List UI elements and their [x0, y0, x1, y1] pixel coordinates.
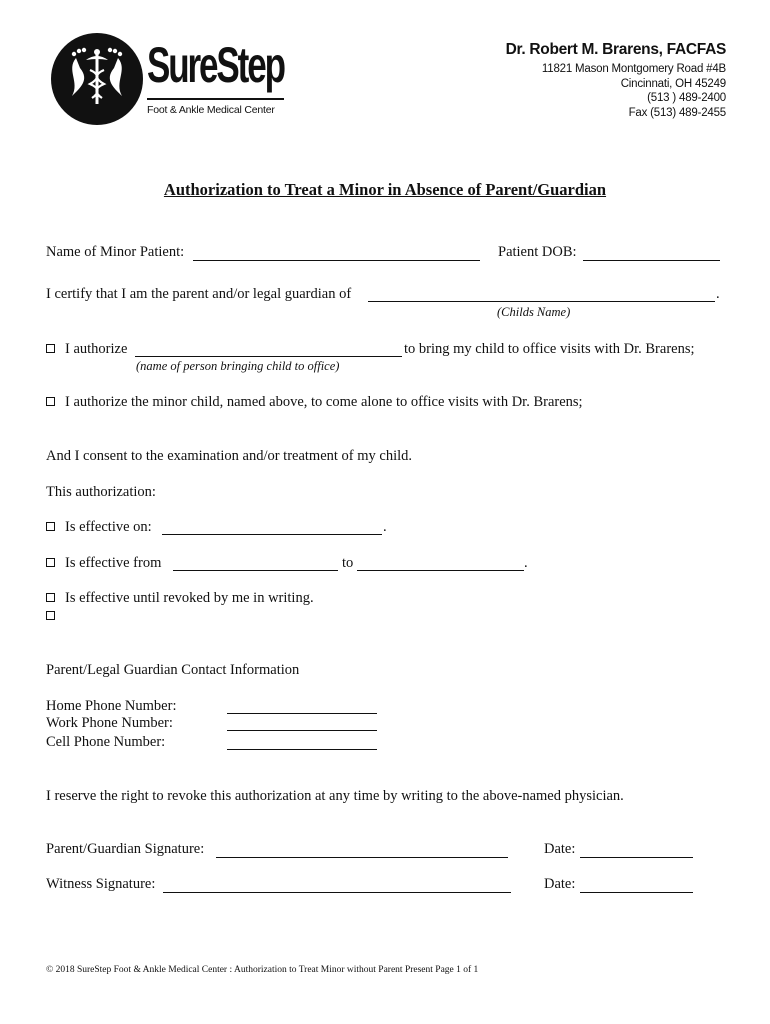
effective-on-date-field[interactable] [162, 533, 382, 535]
person-name-field[interactable] [135, 355, 402, 357]
extra-checkbox[interactable] [46, 611, 55, 620]
effective-on-period: . [383, 519, 387, 535]
effective-from-label: Is effective from [65, 555, 162, 571]
authorize-person-checkbox[interactable] [46, 344, 55, 353]
dob-label: Patient DOB: [498, 244, 577, 260]
contact-heading: Parent/Legal Guardian Contact Information [46, 662, 300, 678]
effective-on-row [46, 519, 152, 536]
to-label: to [342, 555, 354, 571]
work-phone-label: Work Phone Number: [46, 715, 173, 731]
effective-on-label: Is effective on: [65, 519, 152, 535]
effective-until-row [46, 590, 314, 607]
fax: Fax (513) 489-2455 [628, 106, 726, 119]
effective-from-checkbox[interactable] [46, 558, 55, 567]
parent-date-field[interactable] [580, 856, 693, 858]
authorize-label: I authorize [65, 341, 128, 357]
parent-signature-field[interactable] [216, 856, 508, 858]
work-phone-field[interactable] [227, 729, 377, 731]
home-phone-label: Home Phone Number: [46, 698, 177, 714]
extra-checkbox-row [46, 608, 65, 625]
certify-text: I certify that I am the parent and/or legal guardian of [46, 286, 352, 302]
certify-period: . [716, 286, 720, 302]
witness-signature-label: Witness Signature: [46, 876, 156, 892]
logo [50, 30, 290, 130]
effective-from-period: . [524, 555, 528, 571]
logo-subtitle-rule [147, 98, 284, 100]
minor-name-label: Name of Minor Patient: [46, 244, 185, 260]
address-line2: Cincinnati, OH 45249 [620, 77, 726, 90]
dob-field[interactable] [583, 259, 720, 261]
logo-brand: SureStep [147, 37, 284, 93]
header-contact [426, 41, 726, 120]
authorization-intro: This authorization: [46, 484, 156, 500]
authorize-row [46, 341, 127, 358]
home-phone-field[interactable] [227, 712, 377, 714]
revoke-text: I reserve the right to revoke this authorization at any time by writing to the above-named physician. [46, 788, 624, 804]
minor-name-field[interactable] [193, 259, 480, 261]
witness-signature-field[interactable] [163, 891, 511, 893]
childs-name-caption: (Childs Name) [497, 305, 571, 319]
page-footer: © 2018 SureStep Foot & Ankle Medical Center : Authorization to Treat Minor without Parent Present Page 1 of 1 [46, 965, 479, 975]
consent-text: And I consent to the examination and/or treatment of my child. [46, 448, 413, 464]
cell-phone-field[interactable] [227, 748, 377, 750]
effective-until-label: Is effective until revoked by me in writing. [65, 590, 314, 606]
effective-until-checkbox[interactable] [46, 593, 55, 602]
effective-from-row [46, 555, 161, 572]
parent-signature-label: Parent/Guardian Signature: [46, 841, 205, 857]
authorize-alone-checkbox[interactable] [46, 397, 55, 406]
effective-on-checkbox[interactable] [46, 522, 55, 531]
doctor-name: Dr. Robert M. Brarens, FACFAS [505, 41, 726, 58]
parent-date-label: Date: [544, 841, 576, 857]
witness-date-label: Date: [544, 876, 576, 892]
logo-subtitle: Foot & Ankle Medical Center [147, 104, 275, 116]
cell-phone-label: Cell Phone Number: [46, 734, 166, 750]
authorize-alone-row [46, 394, 583, 411]
authorize-suffix: to bring my child to office visits with Dr. Brarens; [404, 341, 695, 357]
person-caption: (name of person bringing child to office) [136, 359, 340, 373]
witness-date-field[interactable] [580, 891, 693, 893]
phone: (513 ) 489-2400 [647, 92, 726, 104]
effective-to-date-field[interactable] [357, 569, 524, 571]
childs-name-field[interactable] [368, 300, 715, 302]
authorize-alone-text: I authorize the minor child, named above, to come alone to office visits with Dr. Brarens; [65, 394, 583, 410]
address-line1: 11821 Mason Montgomery Road #4B [541, 63, 726, 75]
effective-from-date-field[interactable] [173, 569, 338, 571]
document-title: Authorization to Treat a Minor in Absence of Parent/Guardian [163, 180, 607, 199]
